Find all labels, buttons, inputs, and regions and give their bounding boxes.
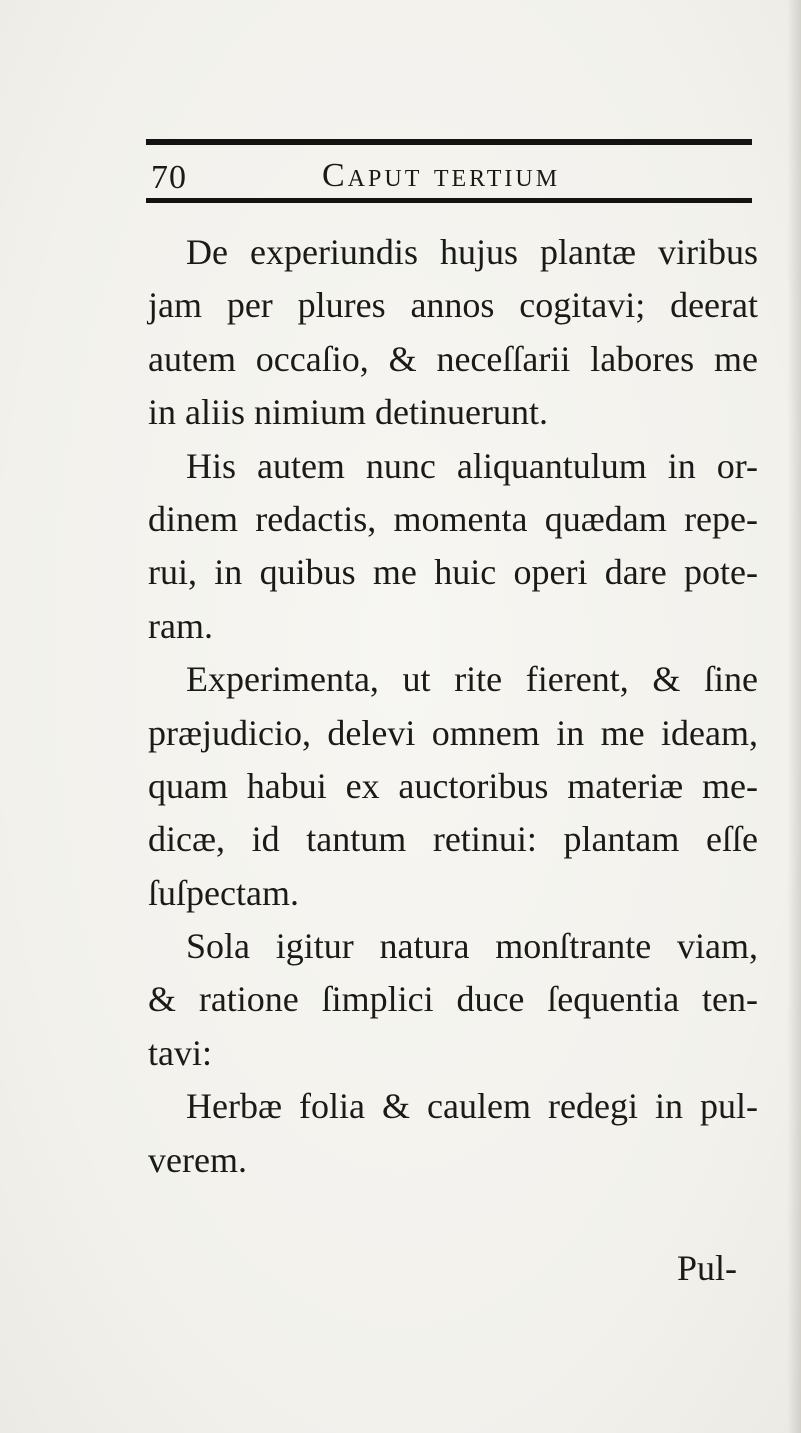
text-line: rui, in quibus me huic operi dare pote- (148, 552, 758, 593)
text-line: dinem redactis, momenta quædam repe- (148, 498, 758, 539)
text-line: ram. (148, 605, 213, 646)
page-edge-shadow (787, 0, 801, 1433)
header-rule-bottom (146, 198, 752, 203)
text-line: quam habui ex auctoribus materiæ me- (148, 765, 758, 806)
text-line: Experimenta, ut rite fierent, & ſine (186, 659, 758, 700)
text-line: verem. (148, 1139, 247, 1180)
catchword: Pul- (677, 1248, 738, 1288)
text-line: tavi: (148, 1032, 212, 1073)
text-line: autem occaſio, & neceſſarii labores me (148, 338, 758, 379)
text-line: præjudicio, delevi omnem in me ideam, (148, 712, 758, 753)
running-head: Caput tertium (322, 157, 561, 194)
text-line: ſuſpectam. (148, 872, 299, 913)
header-rule-top (146, 139, 752, 145)
text-line: & ratione ſimplici duce ſequentia ten- (148, 979, 758, 1020)
text-line: in aliis nimium detinuerunt. (148, 392, 548, 433)
text-line: dicæ, id tantum retinui: plantam eſſe (148, 819, 758, 860)
page-number: 70 (151, 159, 187, 196)
text-line: Sola igitur natura monſtrante viam, (186, 926, 758, 967)
body-text (148, 226, 758, 1187)
text-line: jam per plures annos cogitavi; deerat (148, 285, 758, 326)
text-line: De experiundis hujus plantæ viribus (186, 232, 758, 272)
text-line: Herbæ folia & caulem redegi in pul- (186, 1086, 758, 1127)
text-line: His autem nunc aliquantulum in or- (186, 445, 758, 486)
